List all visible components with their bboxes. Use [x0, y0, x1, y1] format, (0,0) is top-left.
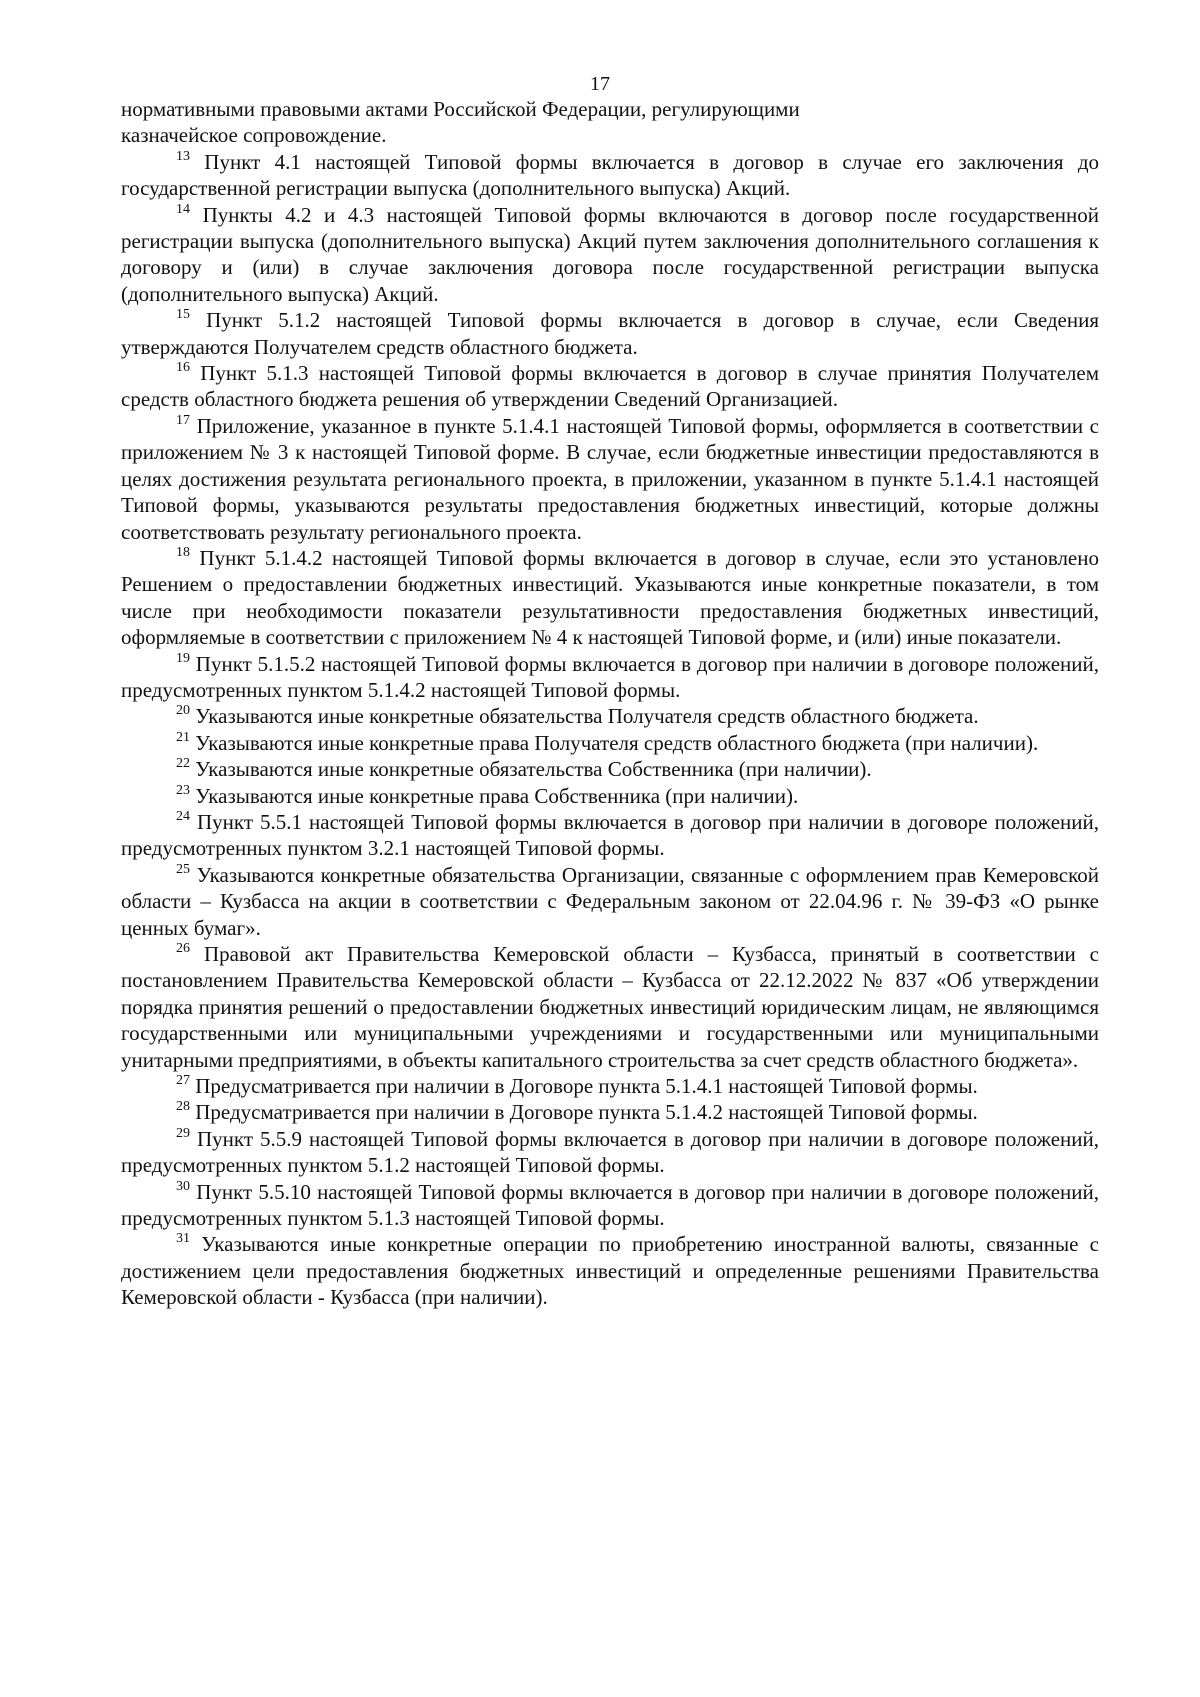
footnote-16	[121, 360, 1099, 413]
footnote-27	[121, 1073, 1099, 1099]
footnote-26	[121, 941, 1099, 1073]
footnote-text: Предусматривается при наличии в Договоре пункта 5.1.4.1 настоящей Типовой формы.	[195, 1074, 978, 1099]
footnote-number: 26	[176, 941, 190, 956]
footnote-text: Указываются иные конкретные права Собственника (при наличии).	[195, 783, 799, 808]
footnote-number: 16	[176, 360, 190, 376]
footnote-23	[121, 783, 1099, 809]
footnote-text: Указываются иные конкретные операции по приобретению иностранной валюты, связанные с достижением цели предоставления бюджетных инвестиций и определенные решениями Правительства Кемеровской области - Кузбасса (при наличии).	[121, 1232, 1099, 1310]
footnote-number: 18	[176, 544, 190, 560]
footnote-number: 19	[176, 650, 190, 666]
footnote-text: Пункт 4.1 настоящей Типовой формы включается в договор в случае его заключения до государственной регистрации выпуска (дополнительного выпуска) Акций.	[121, 149, 1100, 201]
footnote-17	[121, 413, 1099, 545]
footnote-31	[121, 1231, 1099, 1310]
footnote-number: 15	[176, 307, 190, 323]
footnote-number: 22	[176, 756, 190, 772]
footnote-29	[121, 1126, 1099, 1179]
continuation-line-1: нормативными правовыми актами Российской Федерации, регулирующими	[121, 97, 800, 121]
footnote-text: Пункты 4.2 и 4.3 настоящей Типовой формы включаются в договор после государственной регистрации выпуска (дополнительного выпуска) Акций путем заключения дополнительного соглашения к договору и (или) в случае заключения договора после государственной регистрации выпуска (дополнительного выпуска) Акций.	[121, 202, 1099, 306]
footnote-text: Пункт 5.1.2 настоящей Типовой формы включается в договор в случае, если Сведения утверждаются Получателем средств областного бюджета.	[121, 308, 1100, 359]
footnote-text: Правовой акт Правительства Кемеровской области – Кузбасса, принятый в соответствии с постановлением Правительства Кемеровской области – Кузбасса от 22.12.2022 № 837 «Об утверждении порядка принятия решений о предоставлении бюджетных инвестиций юридическим лицам, не являющимся государственными или муниципальными учреждениями и государственными или муниципальными унитарными предприятиями, в объекты капитального строительства за счет средств областного бюджета».	[121, 942, 1099, 1072]
footnote-text: Пункт 5.1.5.2 настоящей Типовой формы включается в договор при наличии в договоре положений, предусмотренных пунктом 5.1.4.2 настоящей Типовой формы.	[121, 651, 1100, 702]
footnotes-block	[121, 96, 1099, 1311]
footnote-number: 23	[176, 782, 190, 798]
footnote-15	[121, 307, 1099, 360]
footnote-text: Пункт 5.1.4.2 настоящей Типовой формы включается в договор в случае, если это установлено Решением о предоставлении бюджетных инвестиций. Указываются иные конкретные показатели, в том числе при необходимости показатели результативности предоставления бюджетных инвестиций, оформляемые в соответствии с приложением № 4 к настоящей Типовой форме, и (или) иные показатели.	[121, 545, 1099, 650]
page-number: 17	[590, 73, 610, 95]
footnote-number: 13	[176, 148, 190, 164]
footnote-number: 29	[176, 1125, 190, 1141]
footnote-28	[121, 1099, 1099, 1125]
continuation-line-2: казначейское сопровождение.	[121, 123, 387, 148]
footnote-14	[121, 202, 1099, 308]
footnote-21	[121, 730, 1099, 756]
footnote-18	[121, 545, 1099, 651]
footnote-text: Указываются иные конкретные обязательства Собственника (при наличии).	[195, 757, 872, 782]
footnote-20	[121, 703, 1099, 729]
footnote-25	[121, 862, 1099, 941]
footnote-number: 20	[176, 703, 190, 719]
footnote-number: 30	[176, 1178, 190, 1194]
footnote-text: Указываются иные конкретные обязательства Получателя средств областного бюджета.	[195, 704, 979, 729]
footnote-text: Указываются иные конкретные права Получателя средств областного бюджета (при наличии).	[195, 730, 1039, 755]
footnote-number: 14	[176, 201, 190, 217]
footnote-number: 24	[176, 808, 190, 824]
footnote-number: 25	[176, 861, 190, 877]
footnote-number: 31	[176, 1231, 190, 1247]
footnote-text: Пункт 5.5.10 настоящей Типовой формы включается в договор при наличии в договоре положений, предусмотренных пунктом 5.1.3 настоящей Типовой формы.	[121, 1179, 1100, 1231]
footnote-text: Пункт 5.5.9 настоящей Типовой формы включается в договор при наличии в договоре положений, предусмотренных пунктом 5.1.2 настоящей Типовой формы.	[121, 1126, 1100, 1178]
footnote-text: Пункт 5.5.1 настоящей Типовой формы включается в договор при наличии в договоре положений, предусмотренных пунктом 3.2.1 настоящей Типовой формы.	[121, 809, 1100, 861]
footnote-text: Указываются конкретные обязательства Организации, связанные с оформлением прав Кемеровской области – Кузбасса на акции в соответствии с Федеральным законом от 22.04.96 г. № 39-ФЗ «О рынке ценных бумаг».	[121, 862, 1099, 940]
footnote-number: 17	[176, 412, 190, 428]
continuation-text	[121, 96, 1099, 149]
footnote-number: 21	[176, 729, 190, 745]
footnote-13	[121, 149, 1099, 202]
footnote-number: 27	[176, 1073, 190, 1089]
footnote-number: 28	[176, 1099, 190, 1115]
footnote-30	[121, 1179, 1099, 1232]
footnote-text: Приложение, указанное в пункте 5.1.4.1 настоящей Типовой формы, оформляется в соответствии с приложением № 3 к настоящей Типовой форме. В случае, если бюджетные инвестиции предоставляются в целях достижения результата регионального проекта, в приложении, указанном в пункте 5.1.4.1 настоящей Типовой формы, указываются результаты предоставления бюджетных инвестиций, которые должны соответствовать результату регионального проекта.	[121, 413, 1100, 544]
footnote-19	[121, 651, 1099, 704]
footnote-24	[121, 809, 1099, 862]
footnote-text: Предусматривается при наличии в Договоре пункта 5.1.4.2 настоящей Типовой формы.	[195, 1100, 978, 1125]
footnote-22	[121, 756, 1099, 782]
footnote-text: Пункт 5.1.3 настоящей Типовой формы включается в договор в случае принятия Получателем средств областного бюджета решения об утверждении Сведений Организацией.	[121, 361, 1100, 412]
